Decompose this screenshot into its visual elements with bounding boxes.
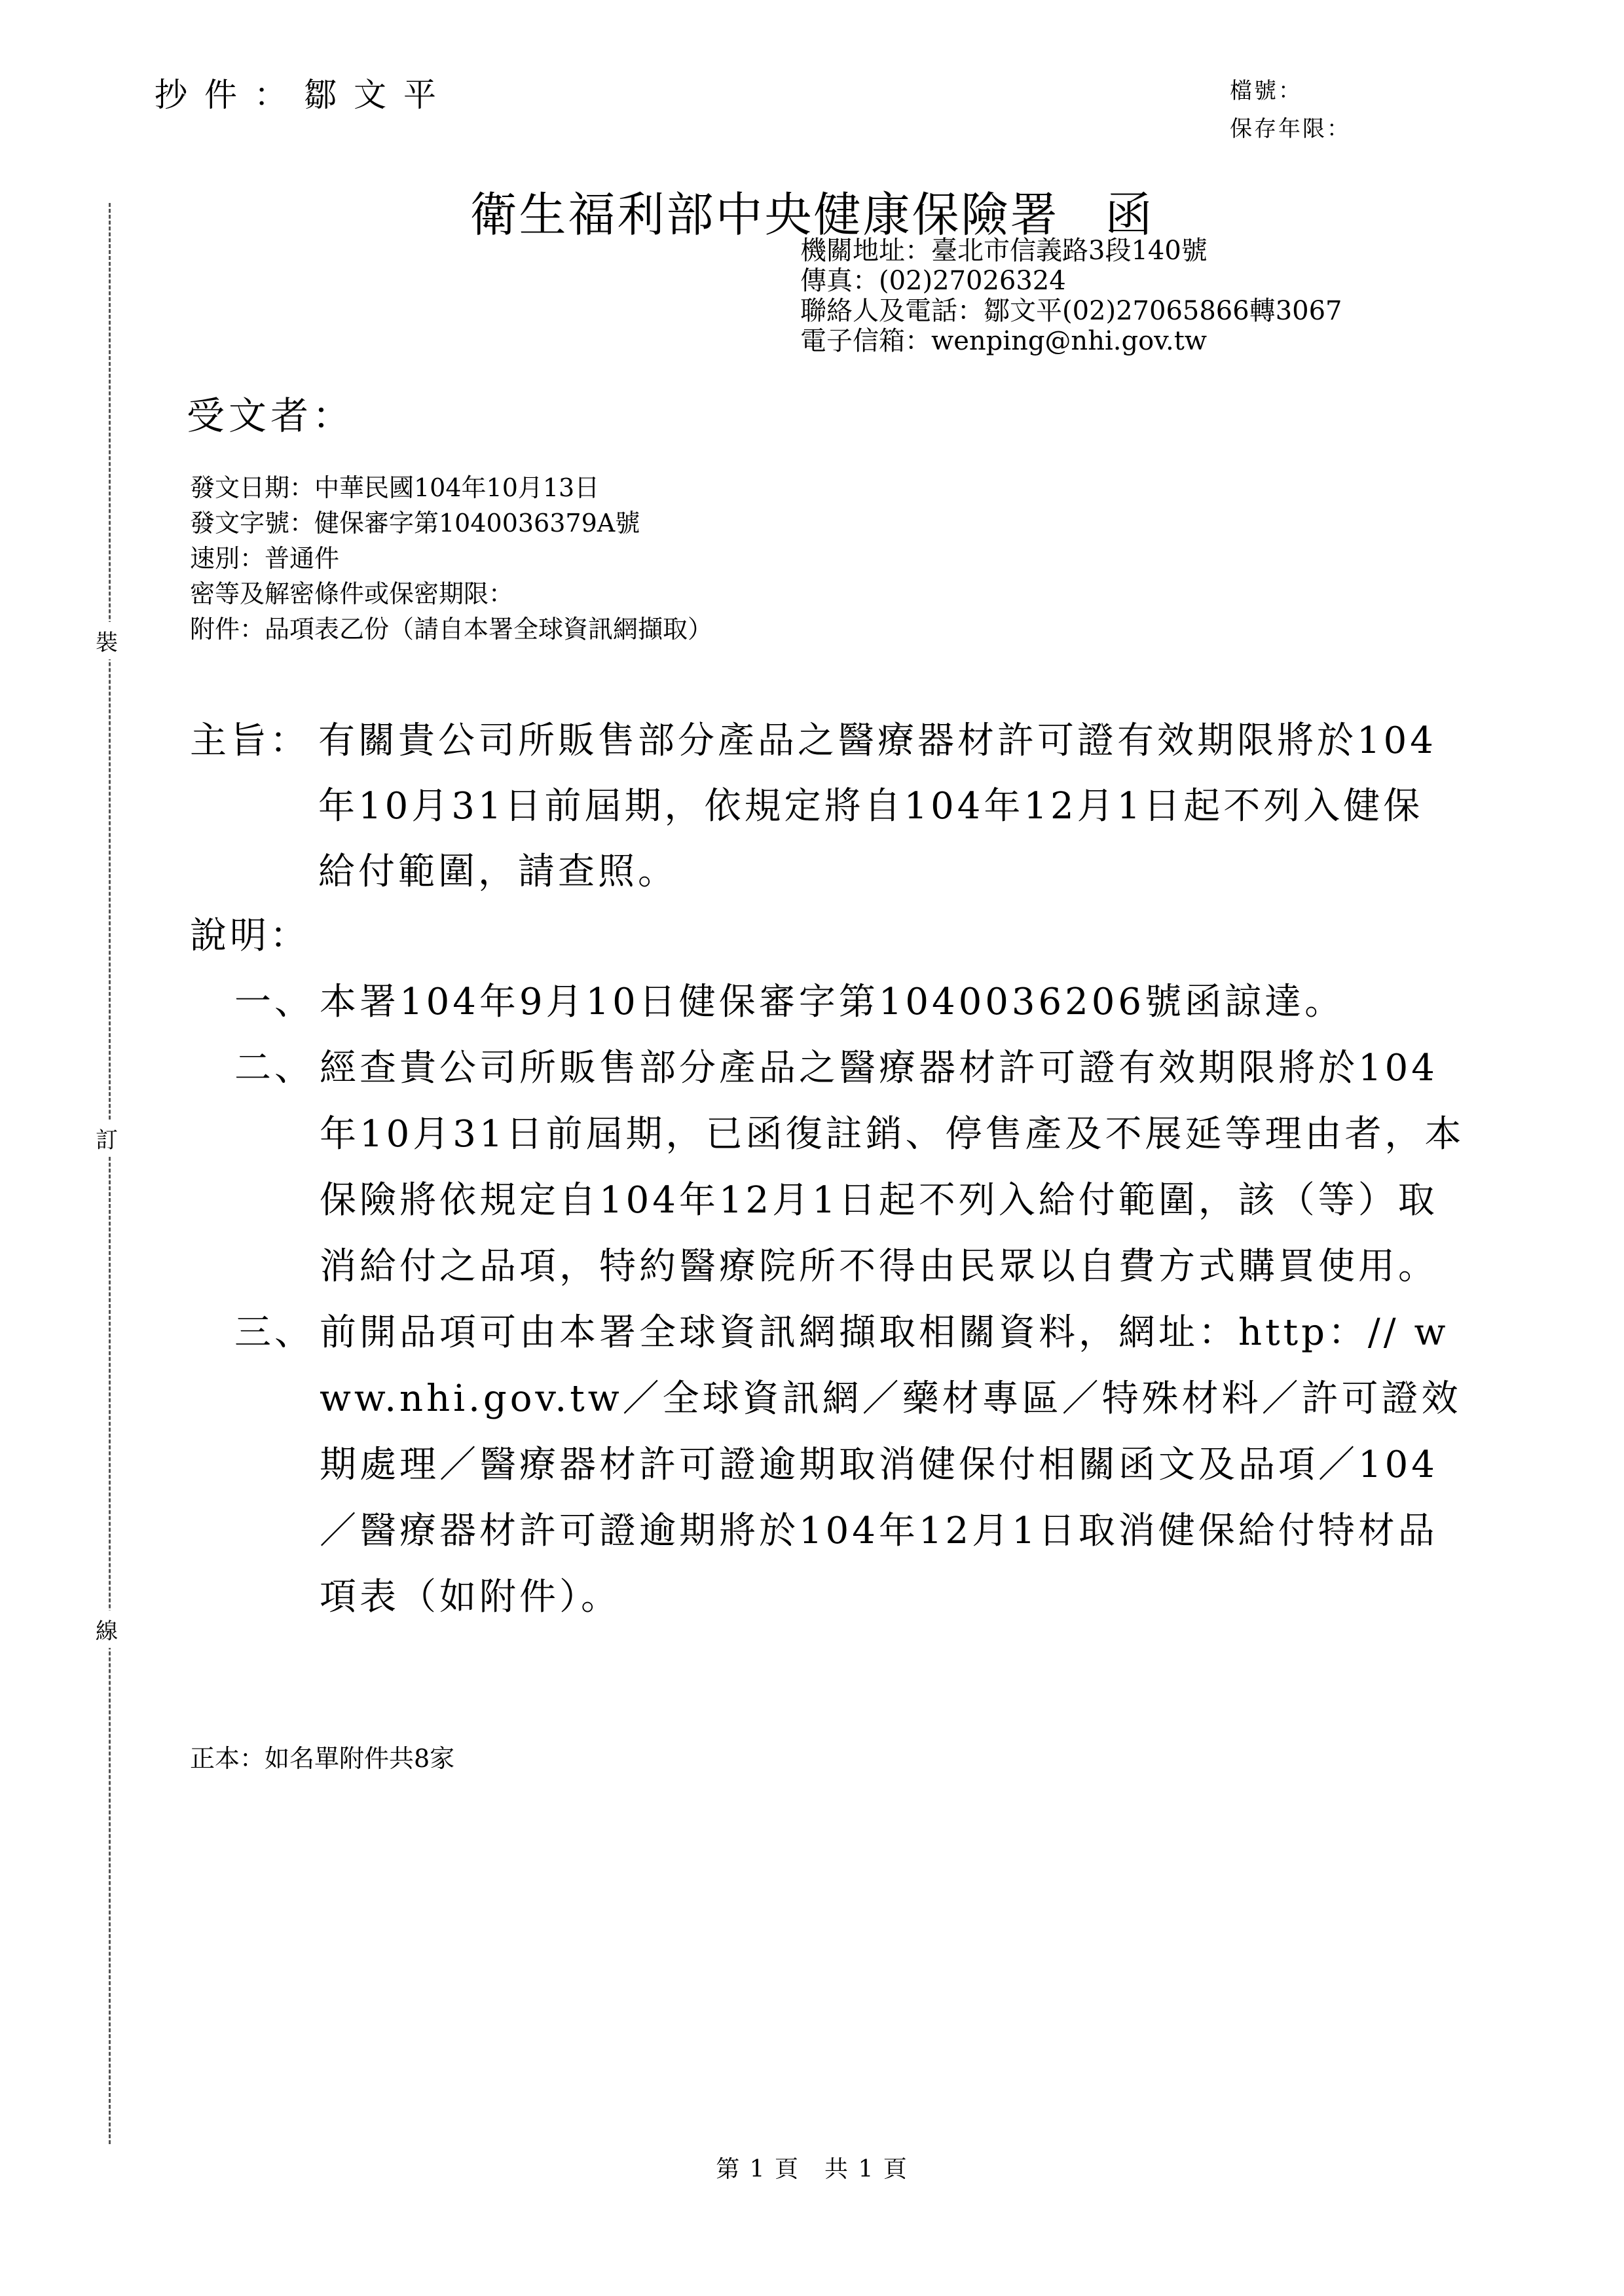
original-recipients: 正本：如名單附件共8家 bbox=[190, 1744, 455, 1773]
document-meta bbox=[190, 470, 712, 647]
copy-to: 抄件：鄒文平 bbox=[155, 76, 453, 114]
subject-text: 有關貴公司所販售部分產品之醫療器材許可證有效期限將於104年10月31日前屆期，依規定將自104年12月1日起不列入健保給付範圍，請查照。 bbox=[318, 720, 1437, 893]
item-number: 一、 bbox=[234, 981, 314, 1023]
agency-address: 機關地址：臺北市信義路3段140號 bbox=[800, 236, 1208, 266]
explain-items bbox=[234, 969, 1466, 1630]
agency-contact: 聯絡人及電話：鄒文平(02)27065866轉3067 bbox=[800, 296, 1342, 326]
issue-date: 發文日期：中華民國104年10月13日 bbox=[190, 473, 600, 502]
explain-label: 說明： bbox=[190, 915, 310, 957]
receiver-label: 受文者： bbox=[187, 393, 355, 438]
doc-number: 發文字號：健保審字第1040036379A號 bbox=[190, 509, 640, 538]
binding-char-2: 訂 bbox=[96, 1120, 118, 1157]
explain-item bbox=[234, 1035, 1466, 1300]
speed: 速別：普通件 bbox=[190, 544, 340, 573]
item-text: 前開品項可由本署全球資訊網擷取相關資料，網址：http：// www.nhi.gov.tw／全球資訊網／藥材專區／特殊材料／許可證效期處理／醫療器材許可證逾期取消健保付相關函文及品項／104／醫療器材許可證逾期將於104年12月1日取消健保給付特材品項表（如附件）。 bbox=[320, 1311, 1462, 1618]
subject-label: 主旨： bbox=[190, 720, 310, 762]
item-text: 本署104年9月10日健保審字第1040036206號函諒達。 bbox=[320, 981, 1345, 1023]
retention-label: 保存年限： bbox=[1230, 116, 1351, 142]
file-info bbox=[1230, 72, 1351, 148]
secrecy: 密等及解密條件或保密期限： bbox=[190, 579, 514, 608]
binding-line bbox=[109, 203, 111, 2144]
document-title bbox=[0, 177, 1624, 245]
attachment: 附件：品項表乙份（請自本署全球資訊網擷取） bbox=[190, 615, 713, 644]
agency-fax: 傳真：(02)27026324 bbox=[800, 266, 1066, 296]
binding-char-1: 裝 bbox=[96, 622, 118, 659]
doc-type: 函 bbox=[1105, 187, 1154, 242]
page-number: 第 1 頁 共 1 頁 bbox=[716, 2156, 908, 2183]
agency-email: 電子信箱：wenping@nhi.gov.tw bbox=[800, 326, 1208, 356]
agency-name: 衛生福利部中央健康保險署 bbox=[470, 187, 1060, 242]
explain-item bbox=[234, 1300, 1466, 1630]
file-no-label: 檔號： bbox=[1230, 78, 1302, 104]
binding-char-3: 線 bbox=[96, 1611, 118, 1648]
agency-info bbox=[800, 236, 1342, 356]
item-number: 二、 bbox=[234, 1047, 314, 1089]
item-text: 經查貴公司所販售部分產品之醫療器材許可證有效期限將於104年10月31日前屆期，已函復註銷、停售產及不展延等理由者，本保險將依規定自104年12月1日起不列入給付範圍，該（等）取消給付之品項，特約醫療院所不得由民眾以自費方式購買使用。 bbox=[320, 1047, 1465, 1288]
explain-item bbox=[234, 969, 1466, 1035]
subject-section bbox=[190, 708, 1454, 905]
item-number: 三、 bbox=[234, 1311, 314, 1354]
